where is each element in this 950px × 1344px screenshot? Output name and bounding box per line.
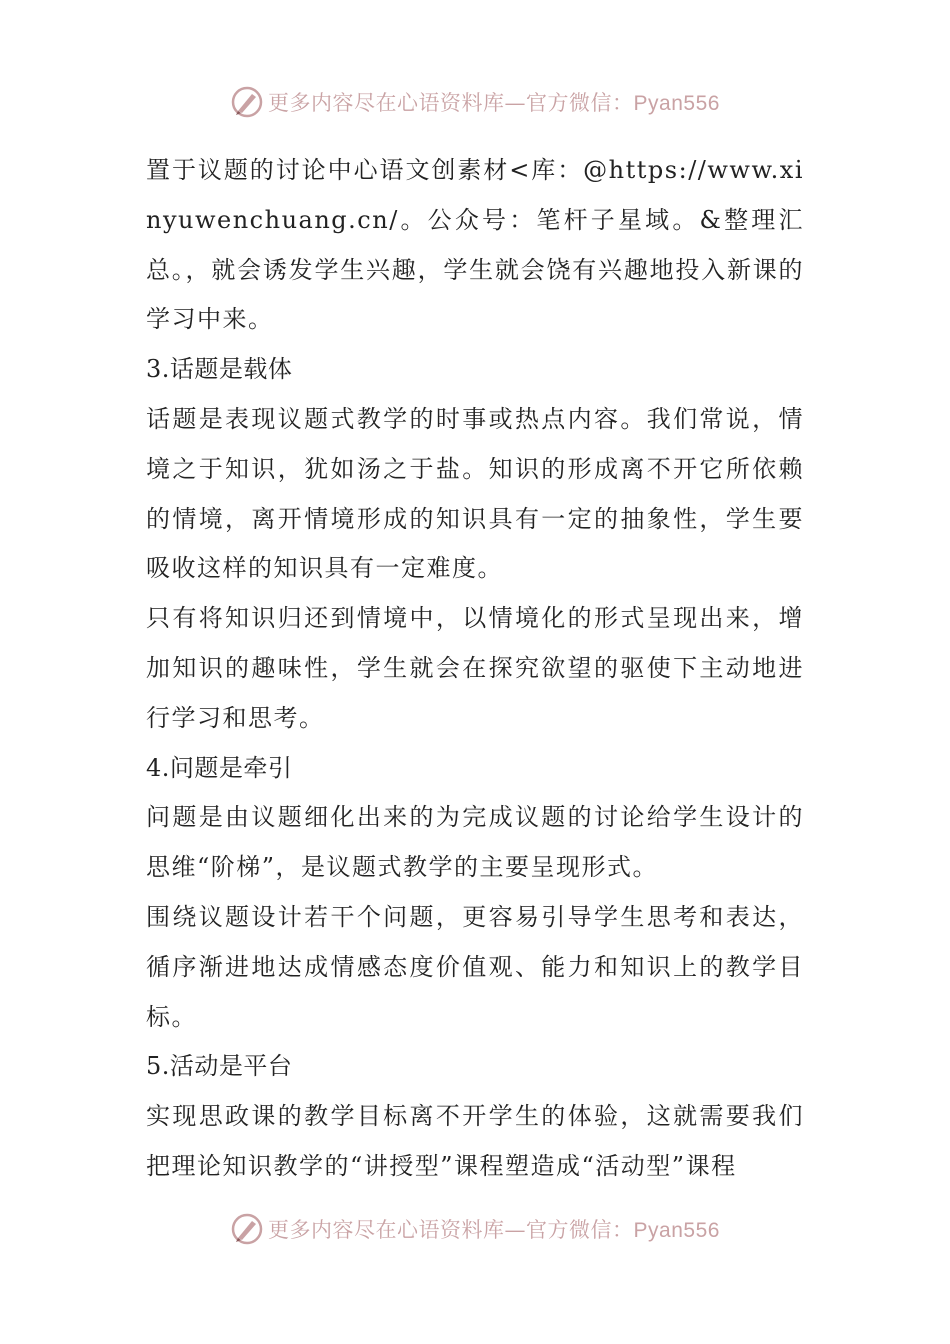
watermark-header	[0, 82, 950, 122]
section-heading-3: 3.话题是载体	[146, 355, 293, 384]
paragraph-knowledge-context: 只有将知识归还到情境中，以情境化的形式呈现出来，增加知识的趣味性，学生就会在探究欲望的驱使下主动地进行学习和思考。	[146, 604, 804, 732]
paragraph-question-traction: 问题是由议题细化出来的为完成议题的讨论给学生设计的思维“阶梯”，是议题式教学的主要呈现形式。	[146, 803, 804, 882]
watermark-footer	[0, 1209, 950, 1249]
section-heading-5: 5.活动是平台	[146, 1052, 293, 1081]
paragraph-intro-continued: 置于议题的讨论中心语文创素材<库：@https://www.xinyuwenchuang.cn/。公众号：笔杆子星域。&整理汇总。，就会诱发学生兴趣，学生就会饶有兴趣地投入新课的学习中来。	[146, 156, 804, 334]
section-heading-4: 4.问题是牵引	[146, 753, 293, 782]
watermark-text: 更多内容尽在心语资料库—官方微信：Pyan556	[268, 1218, 720, 1242]
paragraph-activity-platform: 实现思政课的教学目标离不开学生的体验，这就需要我们把理论知识教学的“讲授型”课程塑造成“活动型”课程	[146, 1102, 804, 1180]
pen-logo-icon	[230, 1212, 264, 1246]
paragraph-question-design: 围绕议题设计若干个问题，更容易引导学生思考和表达，循序渐进地达成情感态度价值观、能力和知识上的教学目标。	[146, 902, 804, 1031]
paragraph-topic-carrier: 话题是表现议题式教学的时事或热点内容。我们常说，情境之于知识，犹如汤之于盐。知识的形成离不开它所依赖的情境，离开情境形成的知识具有一定的抽象性，学生要吸收这样的知识具有一定难度。	[146, 404, 804, 583]
pen-logo-icon	[230, 85, 264, 119]
watermark-text: 更多内容尽在心语资料库—官方微信：Pyan556	[268, 91, 720, 115]
document-body	[146, 146, 804, 1192]
